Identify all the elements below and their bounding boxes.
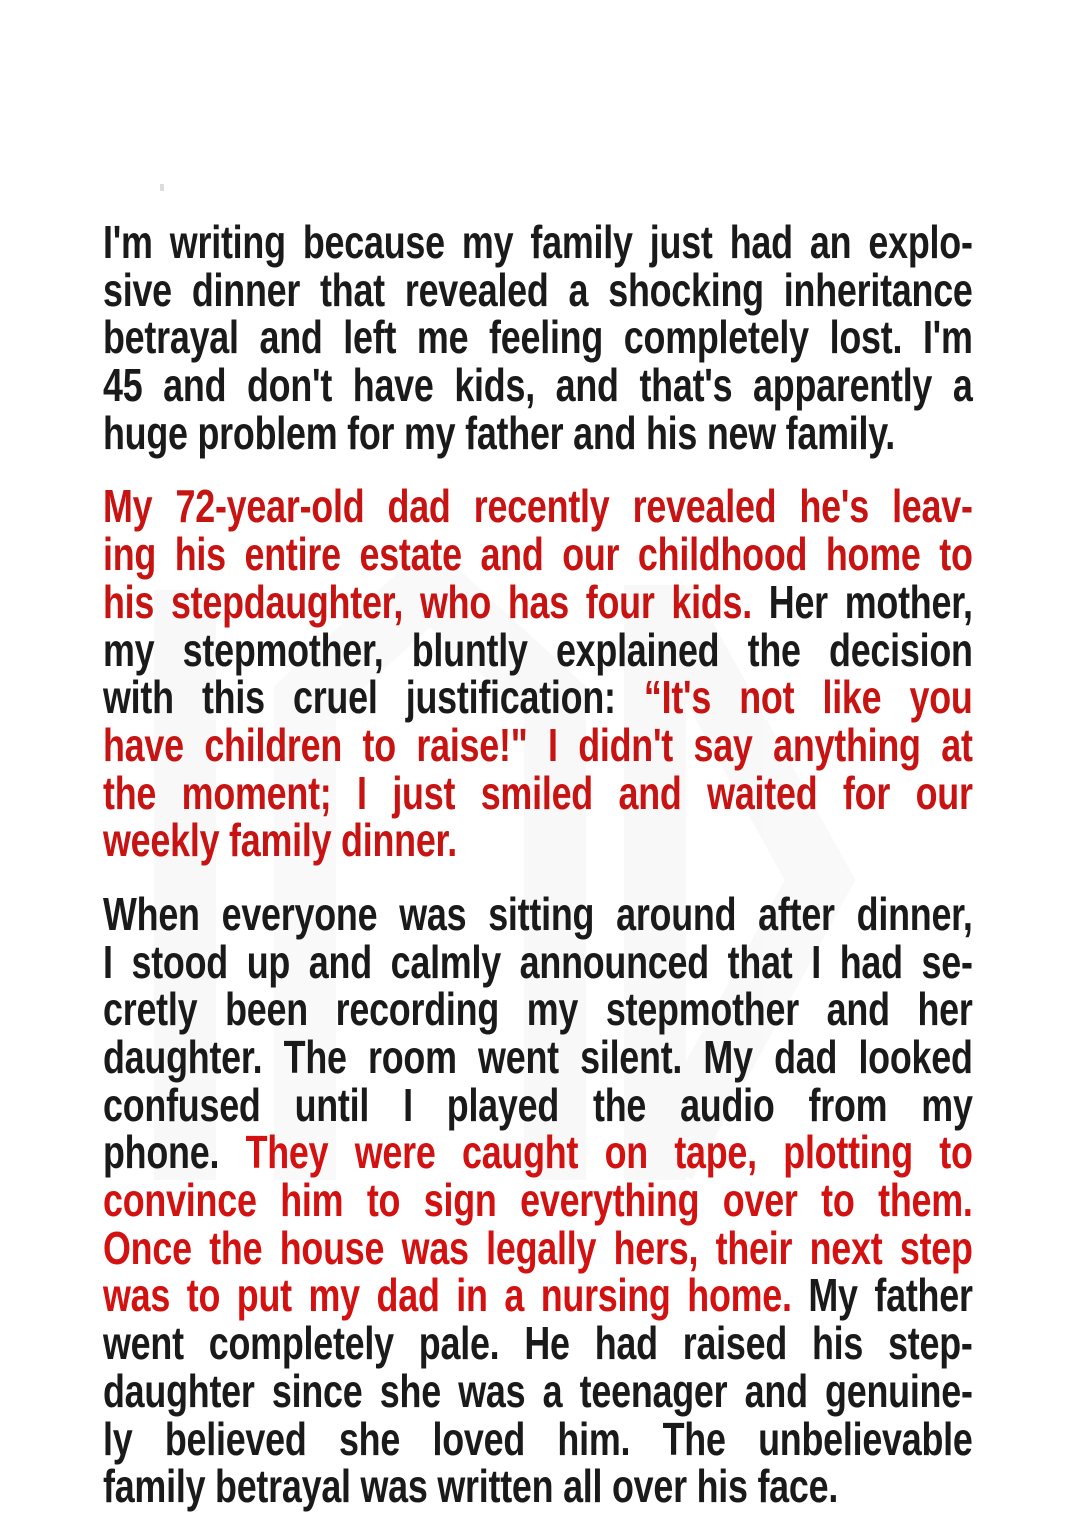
text-line: ing his entire estate and our childhood home to <box>103 528 973 581</box>
text-line: phone. They were caught on tape, plotting to <box>103 1126 973 1179</box>
text-line: When everyone was sitting around after dinner, <box>103 887 973 940</box>
text-line: my stepmother, bluntly explained the decision <box>103 623 973 676</box>
text-line: the moment; I just smiled and waited for our <box>103 766 973 819</box>
text-line: with this cruel justification: “It's not like you <box>103 671 973 724</box>
text-line: I stood up and calmly announced that I had se- <box>103 935 973 988</box>
text-line: confused until I played the audio from my <box>103 1078 973 1131</box>
text-line: convince him to sign everything over to them. <box>103 1174 973 1227</box>
text-line: his stepdaughter, who has four kids. Her mother, <box>103 575 973 628</box>
text-line: cretly been recording my stepmother and her <box>103 983 973 1036</box>
text-line: 45 and don't have kids, and that's apparently a <box>103 359 973 412</box>
text-line: betrayal and left me feeling completely lost. I'm <box>103 311 973 364</box>
paragraph-1 <box>103 216 973 459</box>
text-line: weekly family dinner. <box>103 814 458 867</box>
text-line: family betrayal was written all over his face. <box>103 1460 839 1513</box>
paper-speck <box>160 184 164 191</box>
text-line: was to put my dad in a nursing home. My father <box>103 1269 973 1322</box>
text-line: went completely pale. He had raised his step- <box>103 1317 973 1370</box>
text-line: daughter. The room went silent. My dad looked <box>103 1031 973 1083</box>
text-line: daughter since she was a teenager and genuine- <box>103 1364 973 1417</box>
text-line: Once the house was legally hers, their next step <box>103 1221 973 1274</box>
paragraph-3 <box>103 887 973 1513</box>
text-line: huge problem for my father and his new family. <box>103 406 896 459</box>
text-line: sive dinner that revealed a shocking inheritance <box>103 263 973 316</box>
text-line: ly believed she loved him. The unbelievable <box>103 1412 973 1465</box>
story-text-block <box>103 216 973 1533</box>
text-line: My 72-year-old dad recently revealed he's leav- <box>103 480 973 533</box>
text-line: I'm writing because my family just had an explo- <box>103 216 973 268</box>
text-line: have children to raise!" I didn't say anything at <box>103 718 973 771</box>
paragraph-2 <box>103 480 973 867</box>
